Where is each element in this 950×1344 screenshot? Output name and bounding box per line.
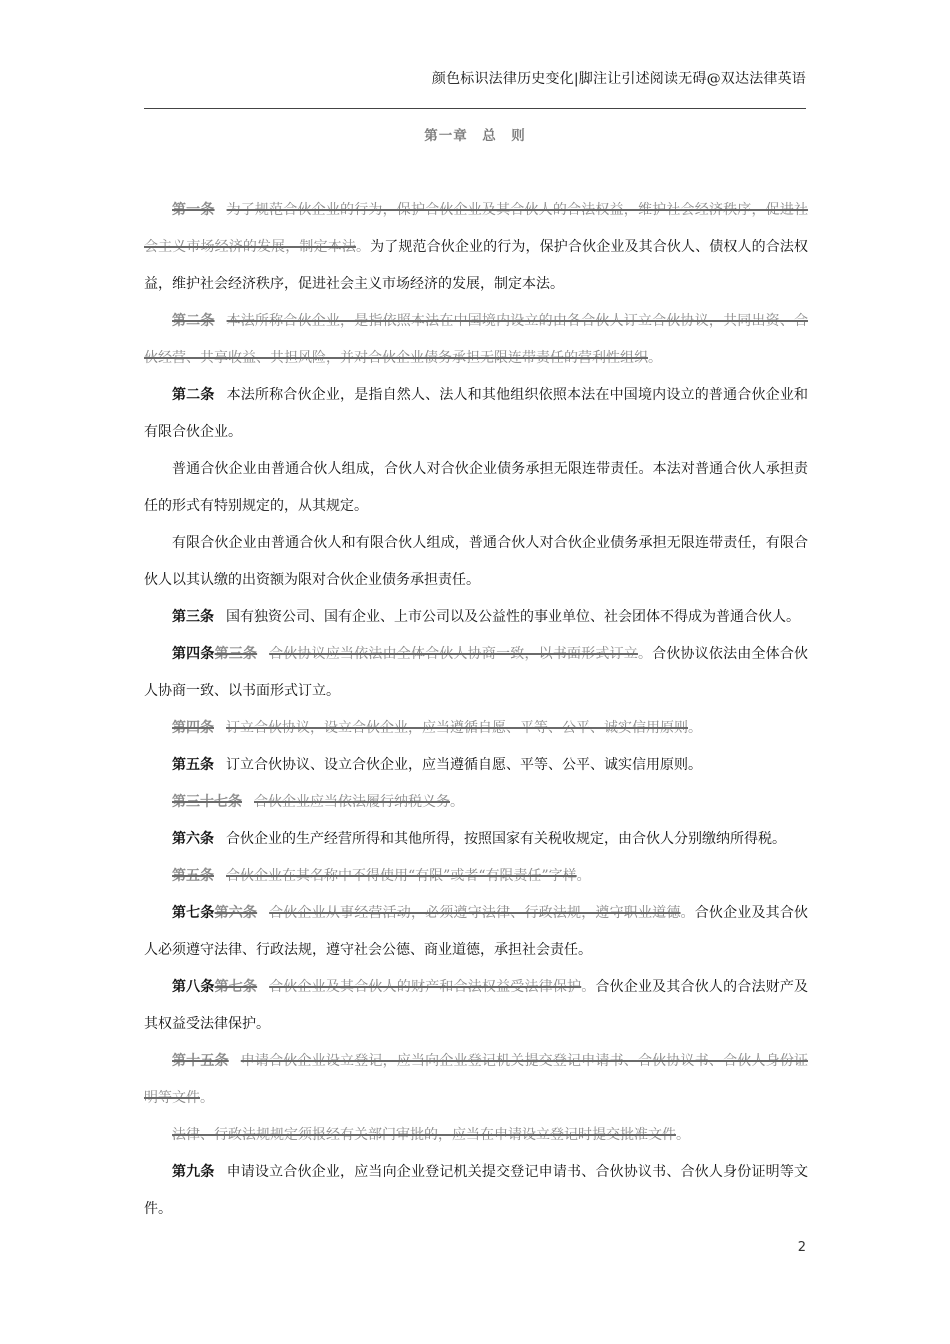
article-label: 第九条 xyxy=(172,1164,215,1180)
deleted-punctuation: 。 xyxy=(200,1090,214,1106)
deleted-article-label: 第一条 xyxy=(172,202,215,218)
deleted-punctuation: 。 xyxy=(688,720,702,736)
deleted-punctuation: 。 xyxy=(637,646,653,662)
deleted-article-label: 第二条 xyxy=(172,313,215,329)
header-title: 颜色标识法律历史变化|脚注让引述阅读无碍@双达法律英语 xyxy=(431,71,806,87)
deleted-text: 合伙企业及其合伙人的财产和合法权益受法律保护 xyxy=(269,979,582,995)
deleted-text: 申请合伙企业设立登记，应当向企业登记机关提交登记申请书、合伙协议书、合伙人身份证明等文件 xyxy=(144,1053,809,1106)
deleted-article-label: 第五条 xyxy=(172,868,214,884)
deleted-article-label: 第四条 xyxy=(172,720,214,736)
deleted-text: 订立合伙协议，设立合伙企业，应当遵循自愿、平等、公平、诚实信用原则 xyxy=(226,720,688,736)
deleted-punctuation: 。 xyxy=(450,794,464,810)
article-6 xyxy=(144,821,808,858)
article-text: 申请设立合伙企业，应当向企业登记机关提交登记申请书、合伙协议书、合伙人身份证明等文件。 xyxy=(144,1164,809,1217)
deleted-article-label: 第三十七条 xyxy=(172,794,242,810)
deleted-text: 合伙协议应当依法由全体合伙人协商一致，以书面形式订立 xyxy=(269,646,638,662)
deleted-article-label: 第六条 xyxy=(214,905,258,921)
deleted-text: 合伙企业在其名称中不得使用“有限”或者“有限责任”字样 xyxy=(226,868,577,884)
deleted-text: 法律、行政法规规定须报经有关部门审批的，应当在申请设立登记时提交批准文件 xyxy=(172,1127,676,1143)
article-label: 第七条 xyxy=(172,905,215,921)
deleted-article-old-4 xyxy=(144,710,808,747)
page-header xyxy=(144,62,806,109)
article-label: 第三条 xyxy=(172,609,214,625)
article-text: 订立合伙协议、设立合伙企业，应当遵循自愿、平等、公平、诚实信用原则。 xyxy=(226,757,702,773)
article-text: 有限合伙企业由普通合伙人和有限合伙人组成，普通合伙人对合伙企业债务承担无限连带责任，有限合伙人以其认缴的出资额为限对合伙企业债务承担责任。 xyxy=(144,535,808,588)
article-text: 本法所称合伙企业，是指自然人、法人和其他组织依照本法在中国境内设立的普通合伙企业和有限合伙企业。 xyxy=(144,387,809,440)
deleted-article-old-5 xyxy=(144,858,808,895)
inserted-text: 合伙企业及其合伙人的合法财产及其权益受法律保护。 xyxy=(144,979,809,1032)
article-text: 国有独资公司、国有企业、上市公司以及公益性的事业单位、社会团体不得成为普通合伙人。 xyxy=(226,609,800,625)
deleted-punctuation: 。 xyxy=(648,350,662,366)
deleted-article-old-2 xyxy=(144,303,808,377)
deleted-punctuation: 。 xyxy=(355,239,371,255)
deleted-punctuation: 。 xyxy=(676,1127,690,1143)
deleted-text: 本法所称合伙企业，是指依照本法在中国境内设立的由各合伙人订立合伙协议，共同出资、合伙经营、共享收益、共担风险，并对合伙企业债务承担无限连带责任的营利性组织 xyxy=(144,313,809,366)
article-label: 第八条 xyxy=(172,979,215,995)
deleted-article-label: 第十五条 xyxy=(172,1053,229,1069)
deleted-article-label: 第三条 xyxy=(214,646,258,662)
deleted-article-old-37 xyxy=(144,784,808,821)
article-text: 普通合伙企业由普通合伙人组成，合伙人对合伙企业债务承担无限连带责任。本法对普通合伙人承担责任的形式有特别规定的，从其规定。 xyxy=(144,461,808,514)
article-3 xyxy=(144,599,808,636)
article-2-para-2 xyxy=(144,451,808,525)
article-8-amended xyxy=(144,969,808,1043)
deleted-punctuation: 。 xyxy=(680,905,695,921)
page-number: 2 xyxy=(797,1240,806,1255)
deleted-text: 合伙企业从事经营活动，必须遵守法律、行政法规，遵守职业道德 xyxy=(269,905,681,921)
article-2-para-3 xyxy=(144,525,808,599)
inserted-text: 为了规范合伙企业的行为，保护合伙企业及其合伙人、债权人的合法权益，维护社会经济秩序，促进社会主义市场经济的发展，制定本法。 xyxy=(144,239,809,292)
article-label: 第四条 xyxy=(172,646,215,662)
article-5 xyxy=(144,747,808,784)
article-7-amended xyxy=(144,895,808,969)
deleted-punctuation: 。 xyxy=(576,868,591,884)
inserted-text: 合伙企业及其合伙人必须遵守法律、行政法规，遵守社会公德、商业道德，承担社会责任。 xyxy=(144,905,809,958)
document-body xyxy=(144,192,808,1228)
deleted-article-old-15 xyxy=(144,1043,808,1117)
article-label: 第六条 xyxy=(172,831,214,847)
deleted-text: 合伙企业应当依法履行纳税义务 xyxy=(254,794,450,810)
chapter-title: 第一章 总 则 xyxy=(424,128,526,144)
deleted-article-old-15-para-2 xyxy=(144,1117,808,1154)
article-4-amended xyxy=(144,636,808,710)
deleted-article-label: 第七条 xyxy=(214,979,258,995)
article-label: 第五条 xyxy=(172,757,214,773)
article-1-amended xyxy=(144,192,808,303)
deleted-punctuation: 。 xyxy=(581,979,596,995)
deleted-text: 为了规范合伙企业的行为，保护合伙企业及其合伙人的合法权益，维护社会经济秩序，促进社会主义市场经济的发展，制定本法 xyxy=(144,202,809,255)
article-text: 合伙企业的生产经营所得和其他所得，按照国家有关税收规定，由合伙人分别缴纳所得税。 xyxy=(226,831,786,847)
article-2 xyxy=(144,377,808,451)
inserted-text: 合伙协议依法由全体合伙人协商一致、以书面形式订立。 xyxy=(144,646,809,699)
article-9 xyxy=(144,1154,808,1228)
article-label: 第二条 xyxy=(172,387,215,403)
